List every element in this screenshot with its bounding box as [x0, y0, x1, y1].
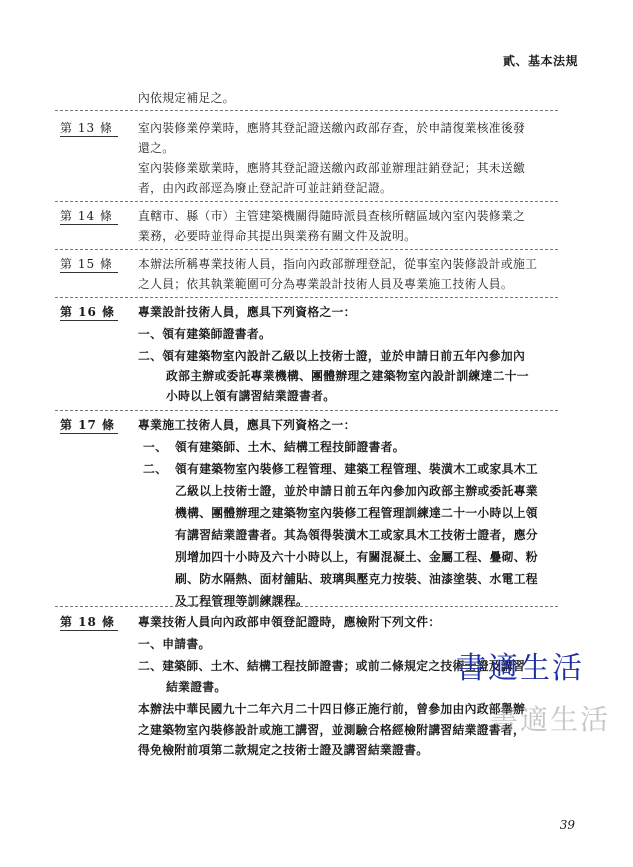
- article-15-label: 第 15 條: [60, 257, 113, 271]
- watermark-secondary: 書適生活: [490, 703, 611, 736]
- article-13-line-4: 者，由內政部逕為廢止登記許可並註銷登記證。: [138, 181, 393, 195]
- article-16-label: 第 16 條: [60, 305, 116, 319]
- separator: [55, 297, 558, 298]
- article-17-item-2-line-5: 別增加四十小時及六十小時以上，有關混凝土、金屬工程、疊砌、粉: [175, 550, 538, 564]
- article-13-line-1: 室內裝修業停業時，應將其登記證送繳內政部存查，於申請復業核准後發: [138, 121, 526, 135]
- article-18-underline: [60, 630, 118, 631]
- article-17-item-2-line-1: 領有建築物室內裝修工程管理、建築工程管理、裝潢木工或家具木工: [175, 462, 538, 476]
- article-15-line-1: 本辦法所稱專業技術人員，指向內政部辦理登記，從事室內裝修設計或施工: [138, 257, 538, 271]
- article-18-line-3: 二、建築師、土木、結構工程技師證書；或前二條規定之技術士證及講習: [138, 659, 526, 673]
- watermark-primary: 書適生活: [456, 651, 584, 686]
- article-14-label: 第 14 條: [60, 209, 113, 223]
- article-17-item-2-line-7: 及工程管理等訓練課程。: [175, 594, 309, 608]
- article-13-line-2: 還之。: [138, 141, 175, 155]
- article-17-item-2-line-3: 機構、團體辦理之建築物室內裝修工程管理訓練達二十一小時以上領: [175, 506, 538, 520]
- separator: [55, 249, 558, 250]
- article-18-line-6: 之建築物室內裝修設計或施工講習，並測驗合格經檢附講習結業證書者，: [138, 723, 526, 737]
- article-17-item-2-line-2: 乙級以上技術士證，並於申請日前五年內參加內政部主辦或委託專業: [175, 484, 538, 498]
- article-15-underline: [60, 272, 118, 273]
- separator: [55, 410, 558, 411]
- article-18-line-1: 專業技術人員向內政部申領登記證時，應檢附下列文件：: [138, 615, 441, 629]
- article-14-underline: [60, 224, 118, 225]
- article-16-line-5: 小時以上領有講習結業證書者。: [166, 389, 336, 403]
- article-13-line-3: 室內裝修業歇業時，應將其登記證送繳內政部並辦理註銷登記；其未送繳: [138, 161, 526, 175]
- article-14-line-2: 業務，必要時並得命其提出與業務有關文件及說明。: [138, 229, 417, 243]
- separator: [55, 201, 558, 202]
- article-15-line-2: 之人員；依其執業範圍可分為專業設計技術人員及專業施工技術人員。: [138, 277, 514, 291]
- article-17-line-1: 專業施工技術人員，應具下列資格之一：: [138, 418, 356, 432]
- article-16-line-1: 專業設計技術人員，應具下列資格之一：: [138, 305, 356, 319]
- article-17-item-2-line-4: 有講習結業證書者。其為領得裝潢木工或家具木工技術士證者，應分: [175, 528, 538, 542]
- article-16-line-4: 政部主辦或委託專業機構、團體辦理之建築物室內設計訓練達二十一: [166, 369, 529, 383]
- article-18-line-5: 本辦法中華民國九十二年六月二十四日修正施行前，曾參加由內政部舉辦: [138, 702, 526, 716]
- article-14-line-1: 直轄市、縣（市）主管建築機關得隨時派員查核所轄區域內室內裝修業之: [138, 209, 526, 223]
- article-17-item-1-text: 領有建築師、土木、結構工程技師證書者。: [175, 440, 405, 454]
- article-17-label: 第 17 條: [60, 418, 116, 432]
- continuation-text: 內依規定補足之。: [138, 91, 235, 105]
- article-18-line-2: 一、申請書。: [138, 637, 211, 651]
- article-16-underline: [60, 320, 118, 321]
- article-16-line-3: 二、領有建築物室內設計乙級以上技術士證，並於申請日前五年內參加內: [138, 349, 526, 363]
- article-13-label: 第 13 條: [60, 121, 113, 135]
- article-17-underline: [60, 433, 118, 434]
- article-16-line-2: 一、領有建築師證書者。: [138, 327, 272, 341]
- article-18-label: 第 18 條: [60, 615, 116, 629]
- article-13-underline: [60, 136, 118, 137]
- article-17-item-1-marker: 一、: [143, 440, 168, 454]
- page-header-title: 貳、基本法規: [502, 54, 578, 68]
- page-number: 39: [559, 818, 575, 832]
- article-17-item-2-line-6: 刷、防水隔熱、面材舖貼、玻璃與壓克力按裝、油漆塗裝、水電工程: [175, 572, 538, 586]
- separator: [55, 110, 558, 111]
- article-17-item-2-marker: 二、: [143, 462, 168, 476]
- separator: [55, 606, 558, 607]
- article-18-line-7: 得免檢附前項第二款規定之技術士證及講習結業證書。: [138, 743, 429, 757]
- article-18-line-4: 結業證書。: [166, 680, 227, 694]
